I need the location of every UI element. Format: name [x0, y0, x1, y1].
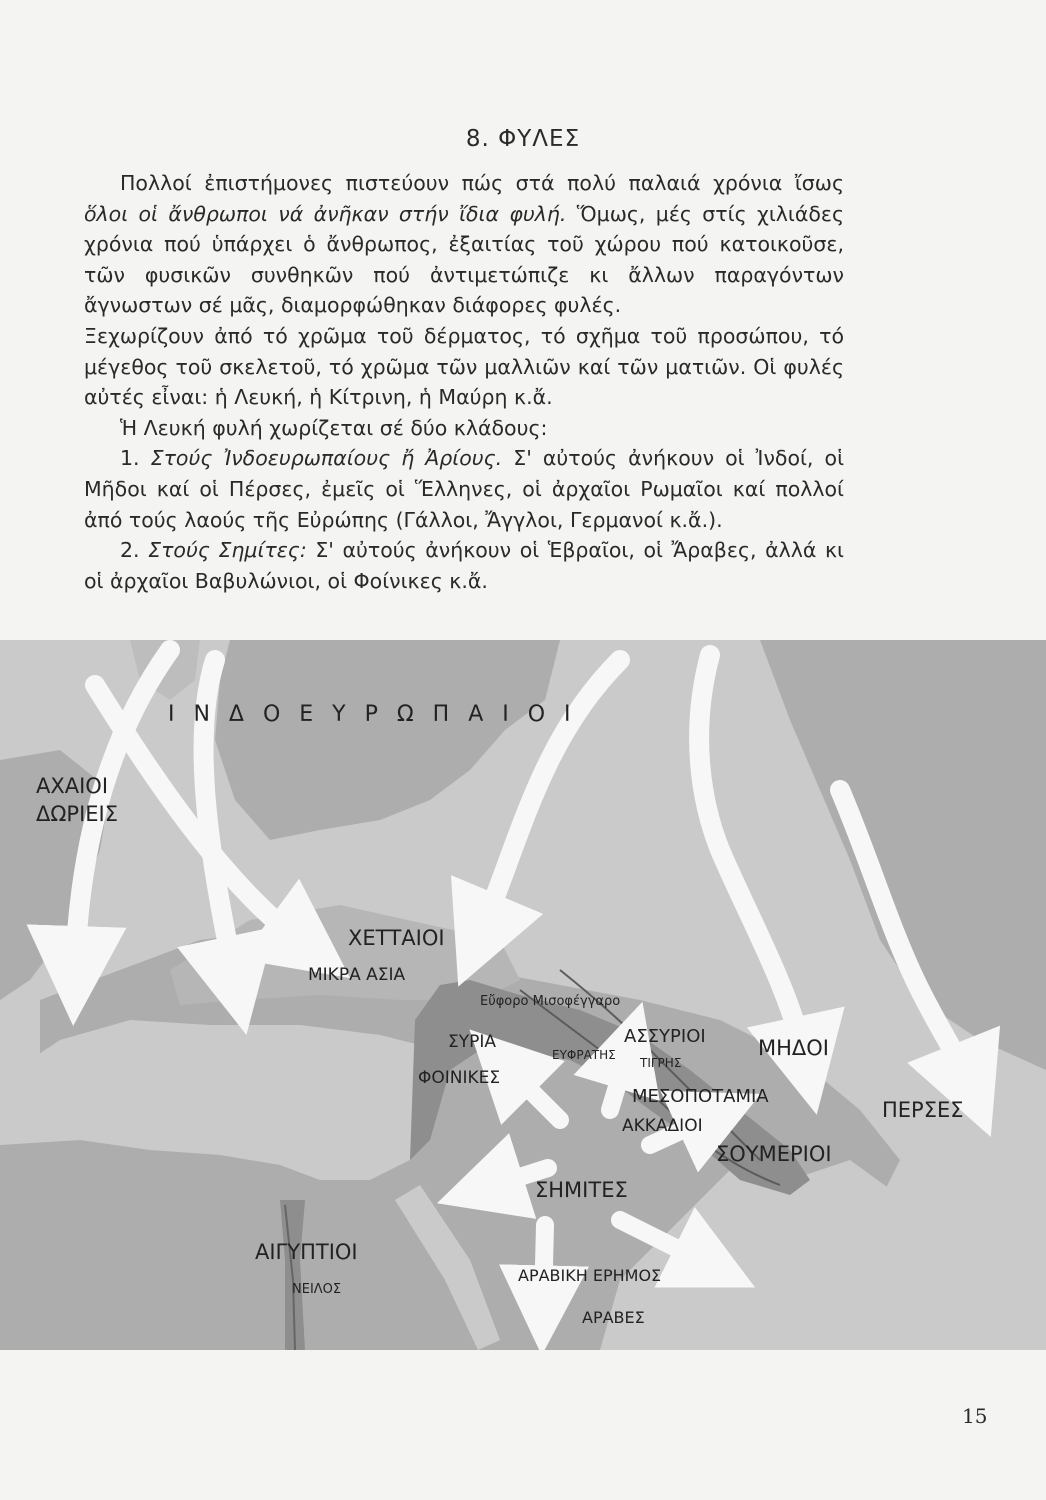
label-phoenicians: ΦΟΙΝΙΚΕΣ: [418, 1068, 501, 1088]
arrow-arabs-south: [543, 1225, 545, 1305]
label-medes: ΜΗΔΟΙ: [758, 1036, 829, 1060]
label-dorians: ΔΩΡΙΕΙΣ: [36, 802, 119, 826]
paragraph-races-features: Ξεχωρίζουν ἀπό τό χρῶμα τοῦ δέρματος, τό σχῆμα τοῦ προσώπου, τό μέγεθος τοῦ σκελετοῦ, τό χρῶμα τῶν μαλλιῶν καί τῶν ματιῶν. Οἱ φυλές αὐτές εἶναι: ἡ Λευκή, ἡ Κίτρινη, ἡ Μαύρη κ.ἄ.: [84, 323, 844, 410]
page-title: 8. ΦΥΛΕΣ: [465, 126, 581, 152]
label-akkadians: ΑΚΚΑΔΙΟΙ: [622, 1116, 703, 1136]
body-text: [84, 168, 844, 596]
label-egyptians: ΑΙΓΥΠΤΙΟΙ: [255, 1240, 358, 1264]
label-arabs: ΑΡΑΒΕΣ: [582, 1308, 645, 1327]
label-arabian-desert: ΑΡΑΒΙΚΗ ΕΡΗΜΟΣ: [518, 1266, 662, 1285]
migration-map: [0, 640, 1046, 1350]
text-span: Ὅμως, μές στίς χιλιάδες χρόνια πού ὑπάρχει ὁ ἄνθρωπος, ἐξαιτίας τοῦ χώρου πού κατοικοῦσε, τῶν φυσικῶν συνθηκῶν πού ἀντιμετώπιζε κι ἄλλων παραγόντων ἄγνωστων σέ μᾶς, διαμορφώθηκαν διάφορες φυλές.: [84, 201, 844, 318]
paragraph-races-origin: [84, 168, 844, 321]
list-number: 1.: [120, 446, 151, 471]
label-hittites: ΧΕΤΤΑΙΟΙ: [348, 926, 445, 950]
emphasis: Στούς Ἰνδοευρωπαίους ἤ Ἀρίους.: [150, 446, 503, 471]
label-assyrians: ΑΣΣΥΡΙΟΙ: [624, 1026, 706, 1047]
label-fertile-crescent: Εὔφορο Μισοφέγγαρο: [480, 994, 621, 1009]
label-syria: ΣΥΡΙΑ: [448, 1032, 497, 1052]
label-achaeans: ΑΧΑΙΟΙ: [36, 774, 109, 798]
text-span: Σ' αὐτούς ἀνήκουν οἱ Ἰνδοί, οἱ Μῆδοι καί οἱ Πέρσες, ἐμεῖς οἱ Ἕλληνες, οἱ ἀρχαῖοι Ρωμαῖοι καί πολλοί ἀπό τούς λαούς τῆς Εὐρώπης (Γάλλοι, Ἄγγλοι, Γερμανοί κ.ἄ.).: [84, 446, 845, 532]
list-item-indoeuropeans: [84, 443, 844, 535]
list-number: 2.: [120, 538, 149, 563]
label-nile: ΝΕΙΛΟΣ: [292, 1282, 342, 1297]
text-span: Πολλοί ἐπιστήμονες πιστεύουν πώς στά πολύ παλαιά χρόνια ἴσως: [120, 171, 844, 195]
emphasis: ὅλοι οἱ ἄνθρωποι νά ἀνῆκαν στήν ἴδια φυλή.: [84, 201, 567, 226]
label-persians: ΠΕΡΣΕΣ: [882, 1098, 964, 1122]
text-span: Σ' αὐτούς ἀνήκουν οἱ Ἑβραῖοι, οἱ Ἄραβες, ἀλλά κι οἱ ἀρχαῖοι Βαβυλώνιοι, οἱ Φοίνικες κ.ἄ.: [84, 538, 844, 593]
emphasis: Στούς Σημίτες:: [148, 538, 307, 563]
label-semites: ΣΗΜΙΤΕΣ: [535, 1178, 628, 1202]
label-tigris: ΤΙΓΡΗΣ: [640, 1056, 682, 1070]
label-indoeuropeans: Ι Ν Δ Ο Ε Υ Ρ Ω Π Α Ι Ο Ι: [168, 702, 577, 727]
paragraph-white-race: Ἡ Λευκή φυλή χωρίζεται σέ δύο κλάδους:: [120, 415, 548, 440]
label-sumerians: ΣΟΥΜΕΡΙΟΙ: [716, 1142, 832, 1166]
label-asia-minor: ΜΙΚΡΑ ΑΣΙΑ: [308, 965, 406, 985]
list-item-semites: [84, 535, 844, 596]
label-mesopotamia: ΜΕΣΟΠΟΤΑΜΙΑ: [632, 1086, 769, 1107]
label-euphrates: ΕΥΦΡΑΤΗΣ: [552, 1048, 616, 1062]
page-number: 15: [962, 1404, 988, 1428]
